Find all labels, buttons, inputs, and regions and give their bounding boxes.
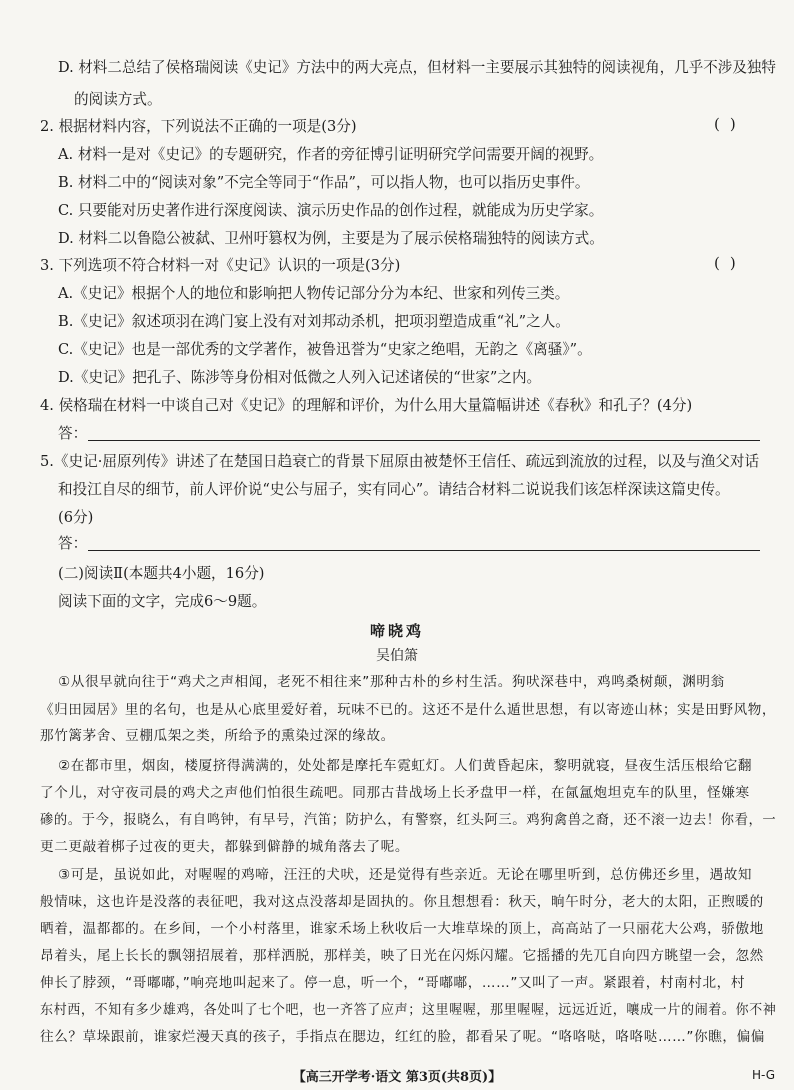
article-p2-line4: 更二更敲着梆子过夜的更夫，都躲到僻静的城角落去了呢。 [40, 839, 410, 855]
article-p3-line7: 往么？草垛跟前，谁家烂漫天真的孩子，手指点在腮边，红红的脸，都看呆了呢。“咯咯哒，咯咯哒……”你瞧，偏偏 [40, 1029, 765, 1045]
q2-option-a: A. 材料一是对《史记》的专题研究，作者的旁征博引证明研究学问需要开阔的视野。 [58, 146, 604, 163]
article-p3-line2: 般情味，这也许是没落的表征吧，我对这点没落却是固执的。你且想想看：秋天，晌午时分，老大的太阳，正煦暖的 [40, 894, 764, 910]
q1-option-d-line1: D. 材料二总结了侯格瑞阅读《史记》方法中的两大亮点，但材料一主要展示其独特的阅读视角，几乎不涉及独特 [58, 59, 776, 76]
q2-answer-parens: () [714, 115, 746, 133]
section2-instruction: 阅读下面的文字，完成6～9题。 [58, 593, 267, 610]
article-p2-line2: 了个儿，对守夜司晨的鸡犬之声他们怕很生疏吧。同那古昔战场上长矛盘甲一样，在氤氲炮坦克车的队里，怪嫌寒 [40, 785, 750, 801]
q2-option-c: C. 只要能对历史著作进行深度阅读、演示历史作品的创作过程，就能成为历史学家。 [58, 202, 604, 219]
q3-option-c: C.《史记》也是一部优秀的文学著作，被鲁迅誉为“史家之绝唱，无韵之《离骚》”。 [58, 341, 592, 358]
q5-line1: 5.《史记·屈原列传》讲述了在楚国日趋衰亡的背景下屈原由被楚怀王信任、疏远到流放的过程，以及与渔父对话 [40, 453, 760, 470]
paper-code: H-G [752, 1068, 776, 1082]
q3-option-d: D.《史记》把孔子、陈涉等身份相对低微之人列入记述诸侯的“世家”之内。 [58, 369, 542, 386]
q4-answer-line[interactable] [88, 440, 760, 441]
q3-answer-parens: () [714, 254, 746, 272]
page-footer: 【高三开学考·语文 第3页(共8页)】 [292, 1070, 502, 1085]
q4-stem: 4. 侯格瑞在材料一中谈自己对《史记》的理解和评价，为什么用大量篇幅讲述《春秋》和孔子？(4分) [40, 397, 693, 414]
article-author: 吴伯箫 [376, 648, 418, 664]
q2-stem: 2. 根据材料内容，下列说法不正确的一项是(3分) [40, 118, 357, 135]
q2-option-d: D. 材料二以鲁隐公被弑、卫州吁篡权为例，主要是为了展示侯格瑞独特的阅读方式。 [58, 230, 604, 247]
q3-option-b: B.《史记》叙述项羽在鸿门宴上没有对刘邦动杀机，把项羽塑造成重“礼”之人。 [58, 313, 570, 330]
article-p1-line2: 《归田园居》里的名句，也是从心底里爱好着，玩味不已的。这还不是什么遁世思想，有以寄迹山林；实是田野风物， [40, 702, 777, 718]
article-p3-line3: 晒着，温都都的。在乡间，一个小村落里，谁家禾场上秋收后一大堆草垛的顶上，高高站了一只丽花大公鸡，骄傲地 [40, 921, 764, 937]
q5-answer-line[interactable] [88, 550, 760, 551]
article-p3-line6: 东村西，不知有多少雄鸡，各处叫了七个吧，也一齐答了应声；这里喔喔，那里喔喔，远远近近，嚷成一片的闹着。你不神 [40, 1002, 777, 1018]
article-p3-line4: 昂着头，尾上长长的飘翎招展着，那样洒脱，那样美，映了日光在闪烁闪耀。它摇播的先兀自向四方眺望一会，忽然 [40, 948, 764, 964]
q3-option-a: A.《史记》根据个人的地位和影响把人物传记部分分为本纪、世家和列传三类。 [58, 285, 570, 302]
article-p1-line1: ①从很早就向往于“鸡犬之声相闻，老死不相往来”那种古朴的乡村生活。狗吠深巷中，鸡鸣桑树颠，渊明翁 [58, 674, 725, 690]
q4-answer-label: 答： [58, 425, 88, 442]
article-title: 啼晓鸡 [369, 622, 424, 640]
article-p2-line1: ②在都市里，烟囱，楼厦挤得满满的，处处都是摩托车霓虹灯。人们黄昏起床，黎明就寝，昼夜生活压根给它翻 [58, 758, 753, 774]
section2-heading: (二)阅读Ⅱ(本题共4小题，16分) [58, 565, 265, 582]
q5-line3: (6分) [58, 509, 94, 526]
article-p2-line3: 碜的。于今，报晓么，有自鸣钟，有早号，汽笛；防护么，有警察，红头阿三。鸡狗禽兽之裔，还不滚一边去！你看，一 [40, 812, 777, 828]
article-p3-line5: 伸长了脖颈，“哥嘟嘟，”响亮地叫起来了。停一息，听一个，“哥嘟嘟，……”又叫了一声。紧跟着，村南村北，村 [40, 975, 746, 991]
q2-option-b: B. 材料二中的“阅读对象”不完全等同于“作品”，可以指人物，也可以指历史事件。 [58, 174, 590, 191]
article-p1-line3: 那竹篱茅舍、豆棚瓜架之类，所给予的熏染过深的缘故。 [40, 728, 395, 744]
q5-answer-label: 答： [58, 535, 88, 552]
q3-stem: 3. 下列选项不符合材料一对《史记》认识的一项是(3分) [40, 257, 401, 274]
q1-option-d-line2: 的阅读方式。 [74, 91, 162, 108]
q5-line2: 和投江自尽的细节，前人评价说“史公与屈子，实有同心”。请结合材料二说说我们该怎样深读这篇史传。 [58, 481, 730, 498]
article-p3-line1: ③可是，虽说如此，对喔喔的鸡啼，汪汪的犬吠，还是觉得有些亲近。无论在哪里听到，总仿佛还乡里，遇故知 [58, 867, 753, 883]
